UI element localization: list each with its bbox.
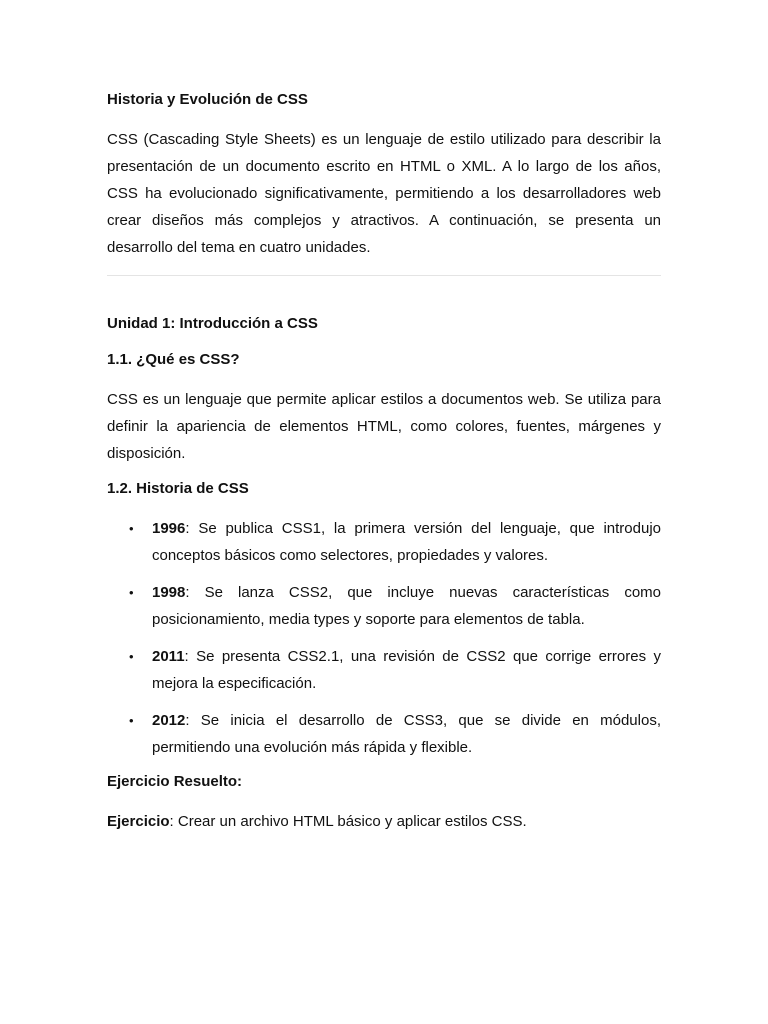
list-item bbox=[107, 643, 661, 697]
exercise-paragraph bbox=[107, 808, 661, 835]
list-item bbox=[107, 579, 661, 633]
exercise-heading: Ejercicio Resuelto: bbox=[107, 773, 243, 790]
section-title-what-is-css: 1.1. ¿Qué es CSS? bbox=[107, 351, 240, 368]
bullet-icon: • bbox=[129, 585, 134, 600]
list-item-year: 1998 bbox=[152, 584, 186, 601]
history-list bbox=[107, 515, 661, 761]
bullet-icon: • bbox=[129, 713, 134, 728]
document-title: Historia y Evolución de CSS bbox=[107, 91, 308, 108]
list-item-text: : Se lanza CSS2, que incluye nuevas características como posicionamiento, media types y soporte para elementos de tabla. bbox=[152, 584, 661, 628]
unit-title: Unidad 1: Introducción a CSS bbox=[107, 315, 318, 332]
section-title-history: 1.2. Historia de CSS bbox=[107, 480, 249, 497]
bullet-icon: • bbox=[129, 521, 134, 536]
list-item-year: 1996 bbox=[152, 520, 186, 537]
list-item-text: : Se publica CSS1, la primera versión del lenguaje, que introdujo conceptos básicos como selectores, propiedades y valores. bbox=[152, 520, 661, 564]
list-item-year: 2012 bbox=[152, 712, 186, 729]
exercise-label: Ejercicio bbox=[107, 813, 170, 830]
list-item-text: : Se inicia el desarrollo de CSS3, que se divide en módulos, permitiendo una evolución más rápida y flexible. bbox=[152, 712, 661, 756]
section-divider bbox=[107, 275, 661, 276]
list-item bbox=[107, 515, 661, 569]
section-body-what-is-css: CSS es un lenguaje que permite aplicar estilos a documentos web. Se utiliza para definir la apariencia de elementos HTML, como colores, fuentes, márgenes y disposición. bbox=[107, 391, 661, 462]
intro-paragraph: CSS (Cascading Style Sheets) es un lenguaje de estilo utilizado para describir la presentación de un documento escrito en HTML o XML. A lo largo de los años, CSS ha evolucionado significativamente, permitiendo a los desarrolladores web crear diseños más complejos y atractivos. A continuación, se presenta un desarrollo del tema en cuatro unidades. bbox=[107, 131, 661, 256]
exercise-text: : Crear un archivo HTML básico y aplicar estilos CSS. bbox=[169, 813, 527, 830]
list-item-year: 2011 bbox=[152, 648, 185, 665]
list-item bbox=[107, 707, 661, 761]
bullet-icon: • bbox=[129, 649, 134, 664]
document-content bbox=[107, 89, 661, 835]
list-item-text: : Se presenta CSS2.1, una revisión de CSS2 que corrige errores y mejora la especificación. bbox=[152, 648, 661, 692]
